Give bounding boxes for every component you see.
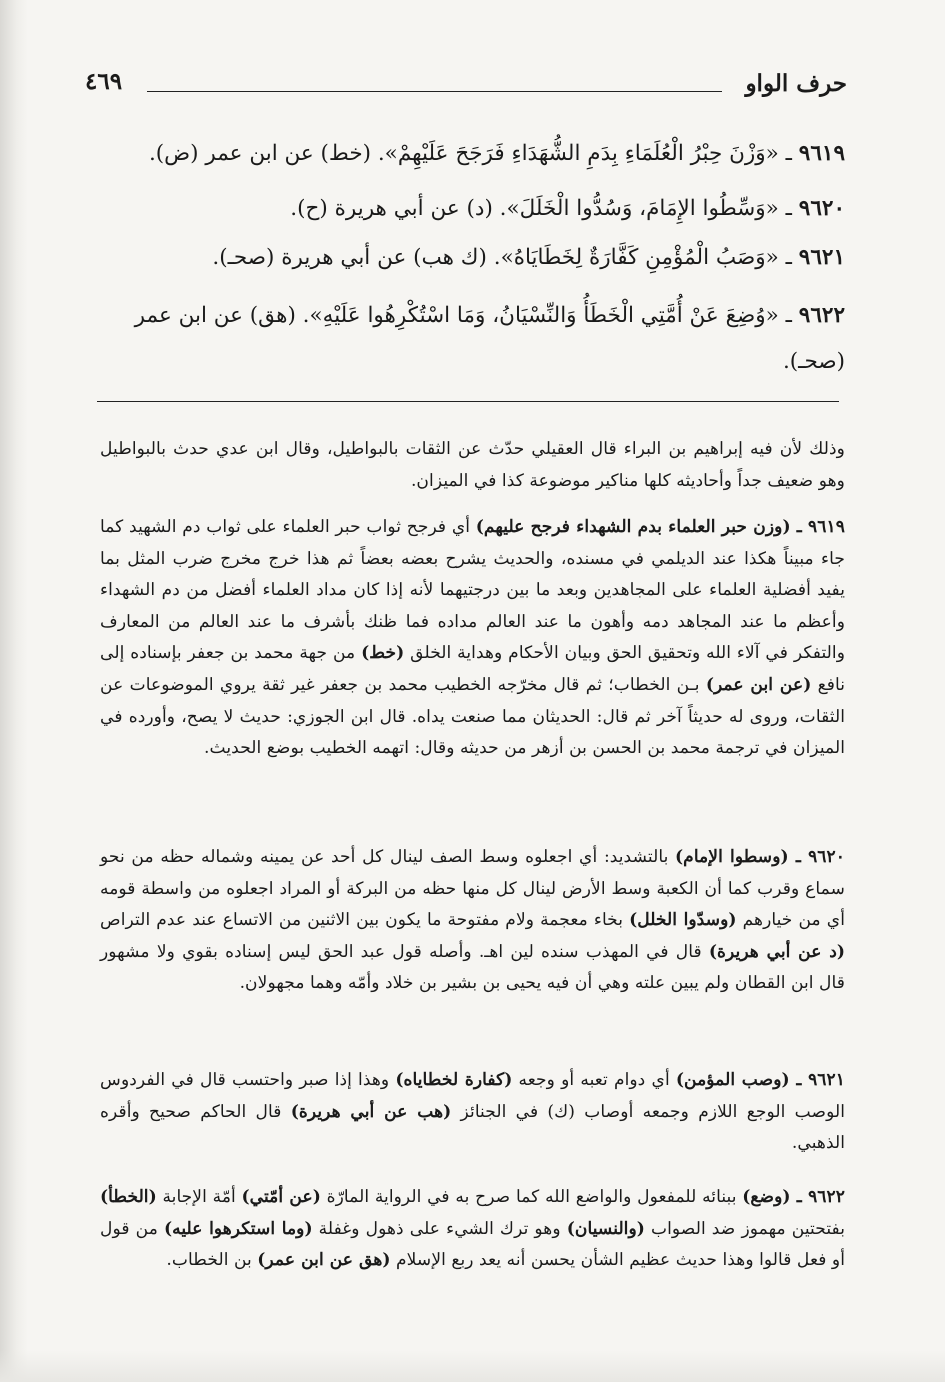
source-ref: (والنسيان) <box>566 1218 645 1239</box>
commentary-lead: ٩٦١٩ ـ (وزن حبر العلماء بدم الشهداء فرجح عليهم) <box>475 517 845 537</box>
hadith-text: ـ «وَصَبُ الْمُؤْمِنِ كَفَّارَةٌ لِخَطَايَاهُ». (ك هب) عن أبي هريرة (صحـ). <box>212 245 792 270</box>
hadith-text: ـ «وَزْنَ حِبْرُ الْعُلَمَاءِ بِدَمِ الشُّهَدَاءِ فَرَجَحَ عَلَيْهِمْ». (خط) عن ابن عمر (ض). <box>148 141 792 166</box>
commentary-9619 <box>100 512 845 765</box>
commentary-text: قال الحاكم صحيح وأقره الذهبي. <box>100 1101 845 1154</box>
hadith-9621 <box>105 243 845 273</box>
commentary-9621 <box>100 1065 845 1160</box>
source-ref: (الخطأ) <box>100 1187 157 1207</box>
commentary-intro <box>100 434 845 497</box>
commentary-9622 <box>100 1182 845 1277</box>
source-ref: (وما استكرهوا عليه) <box>164 1218 313 1239</box>
hadith-9620 <box>105 194 845 224</box>
intro-text: وذلك لأن فيه إبراهيم بن البراء قال العقيلي حدّث عن الثقات بالبواطيل، وقال ابن عدي حدث بالبواطيل وهو ضعيف جداً وأحاديثه كلها مناكير موضوعة كذا في الميزان. <box>100 439 845 491</box>
commentary-text: من جهة محمد بن جعفر بإسناده إلى نافع <box>100 643 845 695</box>
commentary-9620 <box>100 842 845 1000</box>
commentary-text: بـن الخطاب؛ ثم قال مخرّجه الخطيب محمد بن جعفر غير ثقة يروي الموضوعات عن الثقات، وروى له حديثاً آخر ثم قال: الحديثان مما صنعت يداه. قال ابن الجوزي: حديث لا يصح، وأورده في الميزان في ترجمة محمد بن الحسن بن أزهر من حديثه وقال: اتهمه الخطيب بوضع الحديث. <box>100 674 845 759</box>
source-ref: (وسدّوا الخلل) <box>629 910 737 931</box>
chapter-title: حرف الواو <box>745 70 847 97</box>
commentary-text: أمّة الإجابة <box>156 1187 242 1207</box>
running-header <box>85 66 847 106</box>
commentary-text: بفتحتين مهموز ضد الصواب <box>644 1218 845 1239</box>
commentary-text: أي دوام تعبه أو وجعه <box>512 1070 676 1090</box>
source-ref: (د عن أبي هريرة) <box>708 941 845 962</box>
hadith-number: ٩٦٢١ <box>798 245 845 270</box>
hadith-number: ٩٦٢٢ <box>798 303 845 328</box>
commentary-text: من قول أو فعل قالوا وهذا حديث عظيم الشأن يحسن أنه يعد ربع الإسلام <box>100 1218 845 1271</box>
hadith-9622 <box>105 293 845 385</box>
hadith-text: ـ «وَسِّطُوا الإِمَامَ، وَسُدُّوا الْخَلَلَ». (د) عن أبي هريرة (ح). <box>290 196 792 221</box>
commentary-lead: ٩٦٢١ ـ (وصب المؤمن) <box>675 1070 845 1090</box>
source-ref: (هق عن ابن عمر) <box>257 1250 391 1271</box>
footnote-separator <box>97 401 839 402</box>
hadith-number: ٩٦١٩ <box>798 141 845 166</box>
commentary-text: بن الخطاب. <box>166 1250 258 1271</box>
source-ref: (عن أمّتي) <box>241 1187 321 1207</box>
source-ref: (خط) <box>361 643 405 664</box>
hadith-number: ٩٦٢٠ <box>798 196 845 221</box>
commentary-text: وهذا إذا صبر واحتسب قال في الفردوس الوصب الوجع اللازم وجمعه أوصاب (ك) في الجنائز <box>100 1070 845 1122</box>
scan-edge-shadow <box>0 0 28 1382</box>
commentary-text: بالتشديد: أي اجعلوه وسط الصف لينال كل أحد عن يمينه وشماله حظه من نحو سماع وقرب كما أن الكعبة وسط الأرض لينال كل منها حظه من البركة أو المراد اجعلوه من واسطة قومه أي من خيارهم <box>100 847 845 931</box>
source-ref: (هب عن أبي هريرة) <box>290 1101 452 1122</box>
commentary-lead: ٩٦٢٠ ـ (وسطوا الإمام) <box>675 847 846 867</box>
header-rule <box>147 91 722 92</box>
hadith-text: ـ «وُضِعَ عَنْ أُمَّتِي الْخَطَأُ وَالنِّسْيَانُ، وَمَا اسْتُكْرِهُوا عَلَيْهِ». (هق) عن ابن عمر (صحـ). <box>134 303 845 374</box>
commentary-text: ببنائه للمفعول والواضع الله كما صرح به في الرواية المارّة <box>320 1187 743 1207</box>
commentary-text: أي فرجح ثواب حبر العلماء على ثواب دم الشهيد كما جاء مبيناً هكذا عند الديلمي في مسنده، والحديث يشرح بعضه بعضاً ثم هذا خرج مخرج ضرب المثل بما يفيد أفضلية العلماء على المجاهدين وبعد ما بين درجتيهما لأنه إذا كان مداد العلماء أفضل من دم الشهداء وأعظم ما عند المجاهد دمه وأهون ما عند العالم مداده فما ظنك بأشرف ما عند العالم من المعارف والتفكر في آلاء الله وتحقيق الحق وبيان الأحكام وهداية الخلق <box>100 517 845 664</box>
source-ref: (عن ابن عمر) <box>705 674 812 695</box>
commentary-lead: ٩٦٢٢ ـ (وضع) <box>742 1187 845 1207</box>
commentary-text: وهو ترك الشيء على ذهول وغفلة <box>312 1218 567 1239</box>
source-ref: (كفارة لخطاياه) <box>395 1070 513 1090</box>
commentary-text: بخاء معجمة ولام مفتوحة ما يكون بين الاثنين من الاتساع عند عدم التراص <box>100 910 630 931</box>
hadith-9619 <box>105 139 845 169</box>
scan-bottom-edge <box>0 1350 945 1382</box>
page-number: ٤٦٩ <box>85 68 123 95</box>
commentary-text: قال في المهذب سنده لين اهـ. وأصله قول عبد الحق ليس إسناده بقوي ولا مشهور قال ابن القطان ولم يبين علته وهي أن فيه يحيى بن بشير بن خلاد وأمّه وهما مجهولان. <box>100 941 845 994</box>
